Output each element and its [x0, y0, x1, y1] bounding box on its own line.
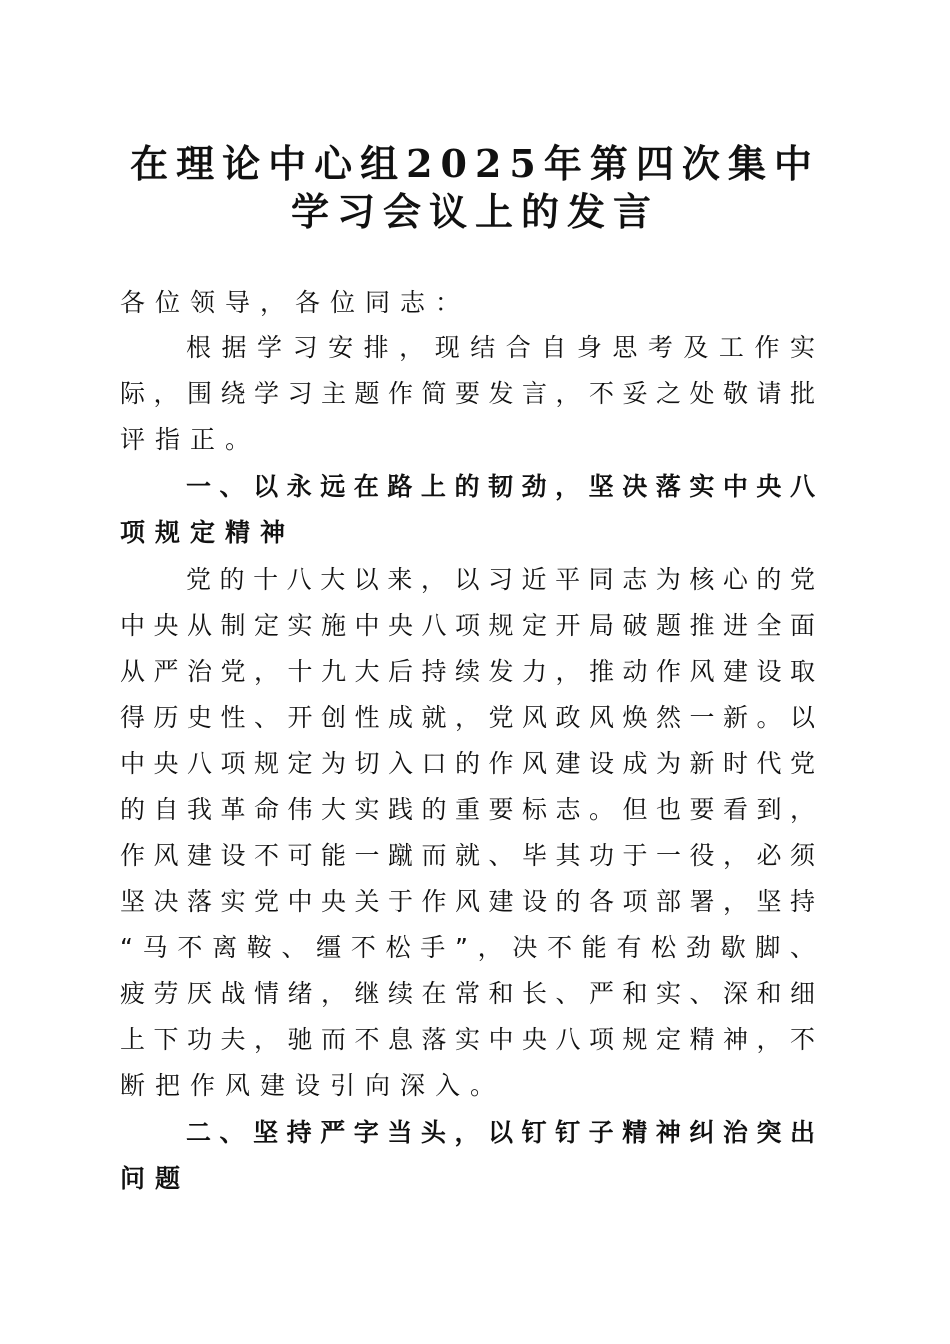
section-1-paragraph-line: 疲劳厌战情绪，继续在常和长、严和实、深和细 — [120, 979, 815, 1008]
document-title-line-1: 在理论中心组2025年第四次集中 — [130, 141, 820, 186]
salutation: 各位领导，各位同志： — [120, 288, 471, 317]
section-1-heading: 一、以永远在路上的韧劲，坚决落实中央八 — [186, 472, 815, 501]
section-1-paragraph-line: 党的十八大以来，以习近平同志为核心的党 — [186, 565, 815, 594]
section-2-heading: 二、坚持严字当头，以钉钉子精神纠治突出 — [186, 1118, 815, 1147]
section-1-paragraph-line: 断把作风建设引向深入。 — [120, 1071, 506, 1100]
section-1-heading: 项规定精神 — [120, 518, 296, 547]
section-1-paragraph-line: 得历史性、开创性成就，党风政风焕然一新。以 — [120, 703, 815, 732]
intro-line: 根据学习安排，现结合自身思考及工作实 — [186, 333, 815, 362]
section-1-paragraph-line: 坚决落实党中央关于作风建设的各项部署，坚持 — [120, 887, 815, 916]
section-2-heading: 问题 — [120, 1164, 191, 1193]
section-1-paragraph-line: 中央从制定实施中央八项规定开局破题推进全面 — [120, 611, 815, 640]
section-1-paragraph-line: 的自我革命伟大实践的重要标志。但也要看到， — [120, 795, 815, 824]
section-1-paragraph-line: 从严治党，十九大后持续发力，推动作风建设取 — [120, 657, 815, 686]
section-1-paragraph-line: 作风建设不可能一蹴而就、毕其功于一役，必须 — [120, 841, 815, 870]
intro-line: 评指正。 — [120, 425, 261, 454]
section-1-paragraph-line: 中央八项规定为切入口的作风建设成为新时代党 — [120, 749, 815, 778]
section-1-paragraph-line: “马不离鞍、缰不松手”，决不能有松劲歇脚、 — [120, 933, 815, 962]
section-1-paragraph-line: 上下功夫，驰而不息落实中央八项规定精神，不 — [120, 1025, 815, 1054]
intro-line: 际，围绕学习主题作简要发言，不妥之处敬请批 — [120, 379, 815, 408]
document-title-line-2: 学习会议上的发言 — [290, 189, 659, 234]
